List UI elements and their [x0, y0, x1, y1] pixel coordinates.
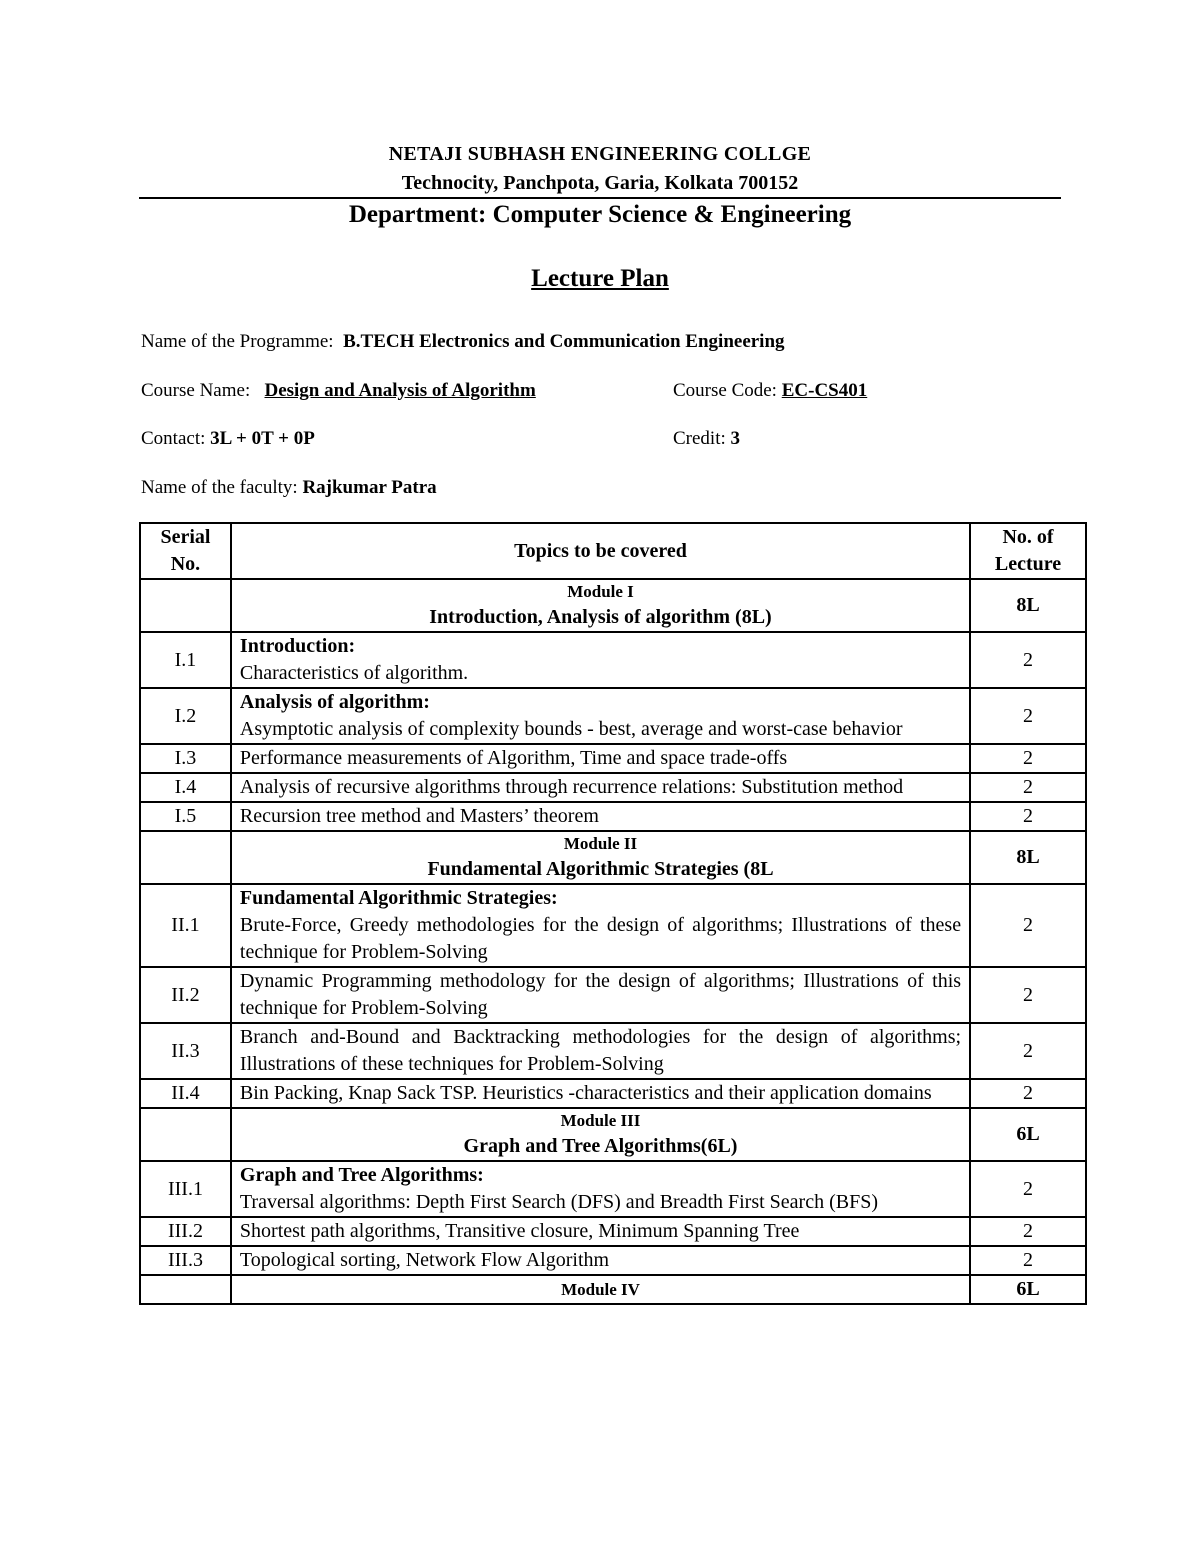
contact-row	[141, 428, 315, 450]
faculty-label: Name of the faculty:	[141, 477, 298, 498]
module-name: Module I	[567, 582, 634, 601]
serial-cell: II.3	[140, 1023, 231, 1079]
serial-cell: II.4	[140, 1079, 231, 1108]
lecture-count-cell: 2	[970, 1161, 1086, 1217]
document-title: Lecture Plan	[531, 265, 669, 292]
table-row	[140, 1023, 1086, 1079]
module-total-lectures: 8L	[970, 579, 1086, 632]
module-title: Graph and Tree Algorithms(6L)	[463, 1135, 738, 1157]
contact-label: Contact:	[141, 428, 206, 449]
course-name-row	[141, 380, 536, 402]
course-name-value: Design and Analysis of Algorithm	[264, 380, 536, 401]
module-row	[140, 1108, 1086, 1161]
table-row	[140, 967, 1086, 1023]
contact-value: 3L + 0T + 0P	[210, 428, 315, 449]
topic-cell	[231, 1079, 970, 1108]
serial-cell: III.2	[140, 1217, 231, 1246]
module-title: Introduction, Analysis of algorithm (8L)	[429, 606, 772, 628]
lecture-plan-table	[139, 522, 1087, 1305]
table-row	[140, 744, 1086, 773]
module-heading-cell	[231, 579, 970, 632]
serial-cell: III.1	[140, 1161, 231, 1217]
college-address: Technocity, Panchpota, Garia, Kolkata 700152	[401, 172, 799, 194]
topic-cell	[231, 802, 970, 831]
course-code-label: Course Code:	[673, 380, 777, 401]
course-code-row	[673, 380, 867, 402]
topic-cell	[231, 744, 970, 773]
table-row	[140, 802, 1086, 831]
table-row	[140, 1217, 1086, 1246]
lecture-count-cell: 2	[970, 884, 1086, 967]
topic-heading: Analysis of algorithm:	[239, 691, 430, 713]
serial-cell: I.1	[140, 632, 231, 688]
table-row	[140, 632, 1086, 688]
lecture-count-cell: 2	[970, 632, 1086, 688]
module-serial-cell	[140, 1108, 231, 1161]
module-total-lectures: 6L	[970, 1108, 1086, 1161]
topic-cell	[231, 1246, 970, 1275]
module-row	[140, 1275, 1086, 1304]
table-row	[140, 688, 1086, 744]
table-body	[140, 579, 1086, 1304]
topic-cell	[231, 1023, 970, 1079]
topic-text: Recursion tree method and Masters’ theorem	[239, 805, 599, 827]
header-divider	[139, 197, 1061, 199]
lecture-count-cell: 2	[970, 688, 1086, 744]
topic-heading: Fundamental Algorithmic Strategies:	[239, 887, 558, 909]
module-name: Module IV	[561, 1279, 640, 1299]
topic-text: Dynamic Programming methodology for the design of algorithms; Illustrations of this technique for Problem-Solving	[239, 970, 962, 1019]
credit-row	[673, 428, 740, 450]
module-title: Fundamental Algorithmic Strategies (8L	[427, 858, 774, 880]
credit-label: Credit:	[673, 428, 726, 449]
course-name-label: Course Name:	[141, 380, 251, 401]
module-row	[140, 579, 1086, 632]
programme-row	[141, 331, 785, 353]
topic-cell	[231, 884, 970, 967]
module-row	[140, 831, 1086, 884]
module-total-lectures: 6L	[970, 1275, 1086, 1304]
lecture-count-cell: 2	[970, 967, 1086, 1023]
module-serial-cell	[140, 1275, 231, 1304]
lecture-count-cell: 2	[970, 1217, 1086, 1246]
topic-cell	[231, 773, 970, 802]
faculty-row	[141, 477, 437, 499]
module-heading-cell	[231, 1108, 970, 1161]
programme-value: B.TECH Electronics and Communication Engineering	[343, 331, 785, 352]
serial-cell: II.1	[140, 884, 231, 967]
module-name: Module III	[560, 1111, 641, 1130]
lecture-count-cell: 2	[970, 1079, 1086, 1108]
credit-value: 3	[730, 428, 741, 449]
lecture-count-cell: 2	[970, 1246, 1086, 1275]
lecture-count-cell: 2	[970, 744, 1086, 773]
topic-heading: Introduction:	[239, 635, 356, 657]
table-row	[140, 1079, 1086, 1108]
serial-cell: II.2	[140, 967, 231, 1023]
serial-cell: I.2	[140, 688, 231, 744]
topic-text: Shortest path algorithms, Transitive closure, Minimum Spanning Tree	[239, 1220, 800, 1242]
topic-text: Asymptotic analysis of complexity bounds - best, average and worst-case behavior	[239, 718, 903, 740]
table-row	[140, 1246, 1086, 1275]
serial-cell: I.5	[140, 802, 231, 831]
lecture-count-cell: 2	[970, 802, 1086, 831]
header-lectures: No. of Lecture	[970, 523, 1086, 579]
table-row	[140, 1161, 1086, 1217]
table-row	[140, 773, 1086, 802]
topic-text: Topological sorting, Network Flow Algorithm	[239, 1249, 610, 1271]
header-serial: Serial No.	[140, 523, 231, 579]
lecture-count-cell: 2	[970, 1023, 1086, 1079]
module-serial-cell	[140, 579, 231, 632]
topic-text: Traversal algorithms: Depth First Search (DFS) and Breadth First Search (BFS)	[239, 1191, 878, 1213]
module-name: Module II	[563, 834, 638, 853]
faculty-value: Rajkumar Patra	[302, 477, 437, 498]
serial-cell: I.4	[140, 773, 231, 802]
topic-text: Performance measurements of Algorithm, Time and space trade-offs	[239, 747, 788, 769]
module-total-lectures: 8L	[970, 831, 1086, 884]
module-heading-cell	[231, 1275, 970, 1304]
topic-text: Characteristics of algorithm.	[239, 662, 469, 684]
module-serial-cell	[140, 831, 231, 884]
topic-cell	[231, 632, 970, 688]
topic-text: Branch and-Bound and Backtracking methodologies for the design of algorithms; Illustrations of these techniques for Problem-Solving	[239, 1026, 962, 1075]
topic-heading: Graph and Tree Algorithms:	[239, 1164, 484, 1186]
topic-cell	[231, 688, 970, 744]
topic-text: Brute-Force, Greedy methodologies for the design of algorithms; Illustrations of these technique for Problem-Solving	[239, 914, 962, 963]
topic-cell	[231, 967, 970, 1023]
module-heading-cell	[231, 831, 970, 884]
programme-label: Name of the Programme:	[141, 331, 334, 352]
course-code-value: EC-CS401	[781, 380, 868, 401]
lecture-count-cell: 2	[970, 773, 1086, 802]
department-title: Department: Computer Science & Engineering	[348, 201, 852, 228]
header-topics: Topics to be covered	[231, 523, 970, 579]
serial-cell: III.3	[140, 1246, 231, 1275]
topic-text: Analysis of recursive algorithms through recurrence relations: Substitution method	[239, 776, 904, 798]
table-header-row	[140, 523, 1086, 579]
table-row	[140, 884, 1086, 967]
topic-cell	[231, 1161, 970, 1217]
topic-cell	[231, 1217, 970, 1246]
serial-cell: I.3	[140, 744, 231, 773]
topic-text: Bin Packing, Knap Sack TSP. Heuristics -characteristics and their application domains	[239, 1082, 932, 1104]
college-name: NETAJI SUBHASH ENGINEERING COLLGE	[388, 143, 812, 165]
